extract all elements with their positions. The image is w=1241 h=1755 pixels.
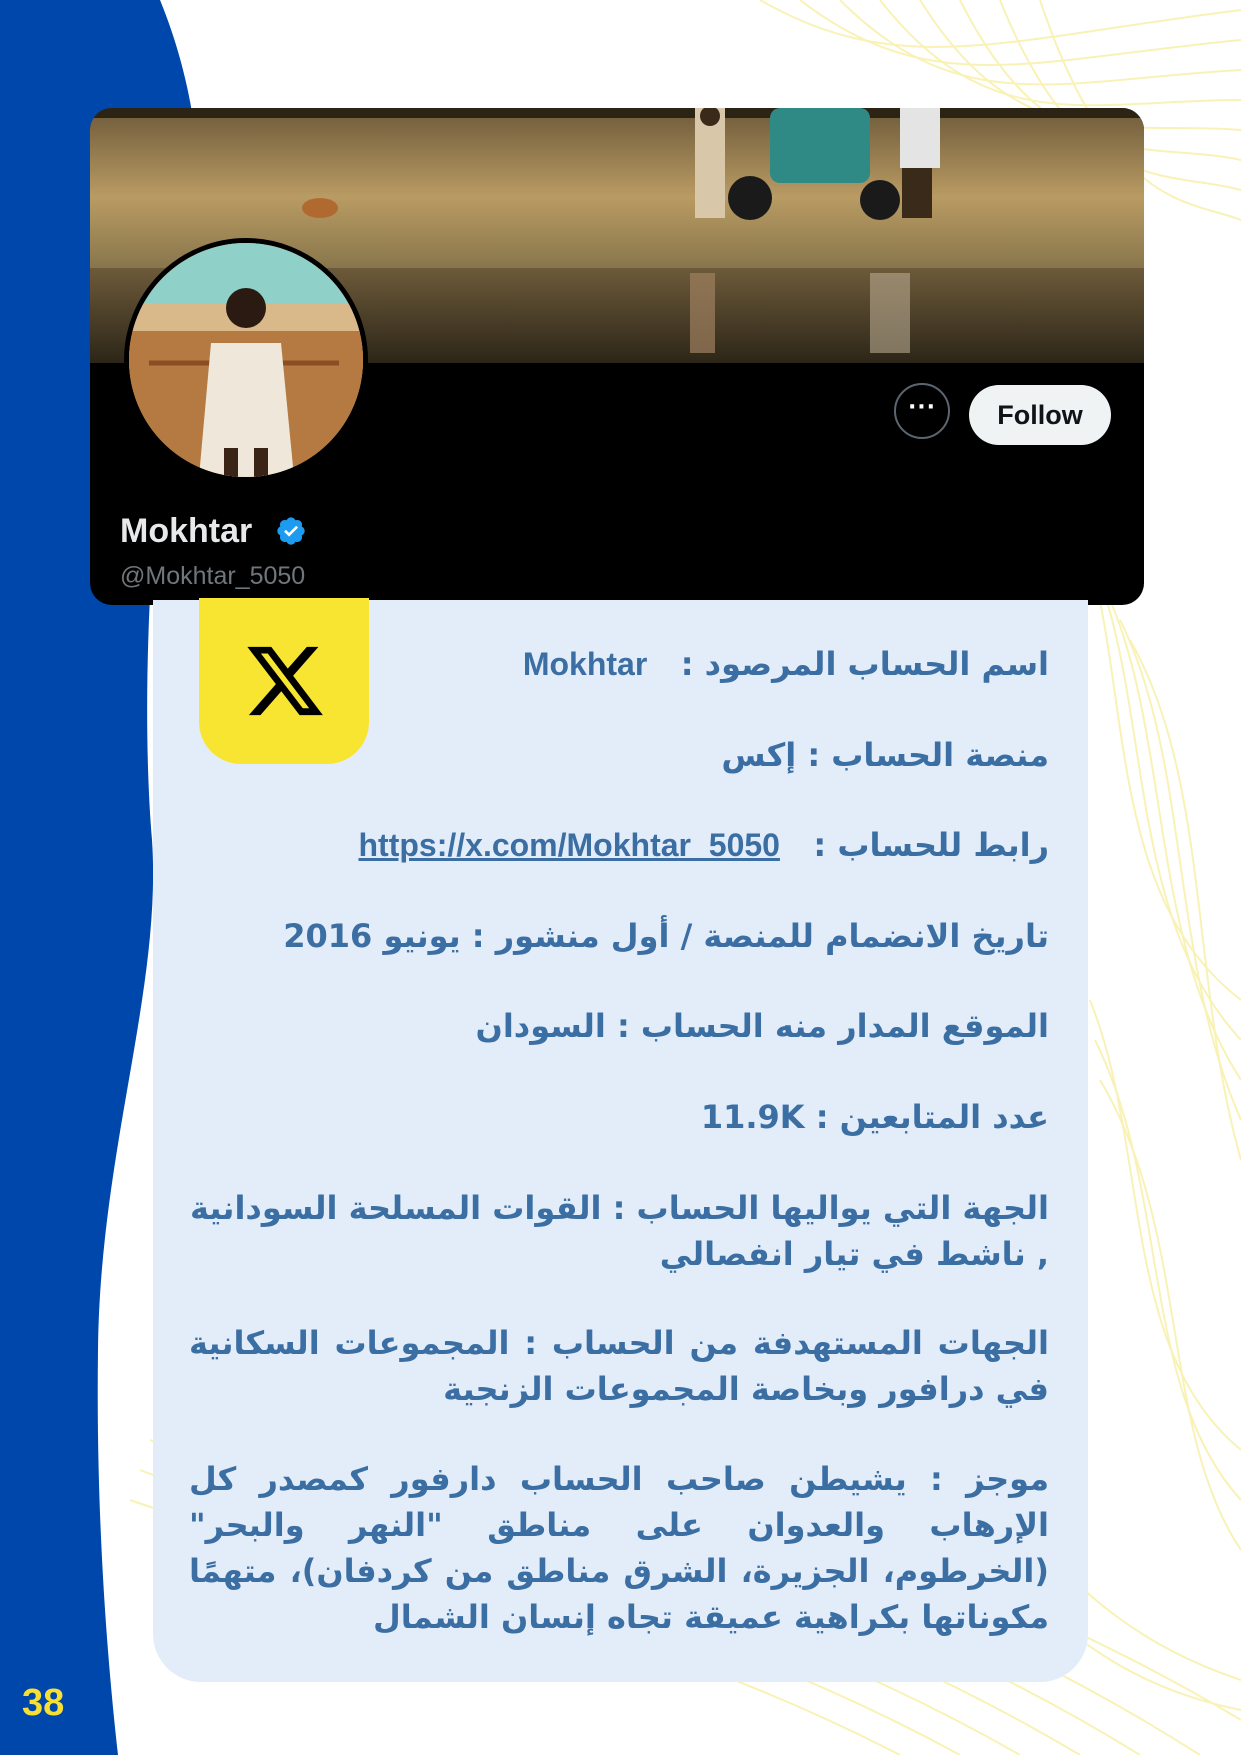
more-icon: ··· (907, 395, 937, 420)
account-link-row (359, 822, 1050, 868)
avatar[interactable] (124, 238, 368, 482)
account-handle: @Mokhtar_5050 (120, 562, 306, 590)
avatar-image (129, 243, 363, 477)
targets-row: الجهات المستهدفة من الحساب : المجموعات السكانية في درافور وبخاصة المجموعات الزنجية (189, 1324, 1049, 1408)
x-logo-icon (243, 638, 327, 724)
platform-row: منصة الحساب : إكس (721, 736, 1049, 774)
account-link[interactable]: https://x.com/Mokhtar_5050 (358, 827, 780, 863)
follow-button[interactable]: Follow (969, 385, 1111, 445)
followers-row: عدد المتابعين : 11.9K (700, 1098, 1049, 1136)
account-link-label: رابط للحساب : (813, 826, 1049, 864)
verified-badge-icon (275, 515, 307, 547)
account-name-row (523, 641, 1049, 687)
more-options-button[interactable] (894, 383, 950, 439)
account-name-label: اسم الحساب المرصود : (680, 645, 1049, 683)
page-number: 38 (22, 1682, 65, 1724)
join-date-row: تاريخ الانضمام للمنصة / أول منشور : يونيو 2016 (283, 917, 1049, 955)
location-row: الموقع المدار منه الحساب : السودان (475, 1007, 1049, 1045)
account-name-value: Mokhtar (522, 646, 648, 682)
profile-card (90, 108, 1144, 605)
summary-row: موجز : يشيطن صاحب الحساب دارفور كمصدر كل الإرهاب والعدوان على مناطق "النهر والبحر" (الخرطوم، الجزيرة، الشرق مناطق من كردفان)، متهمًا مكوناتها بكراهية عميقة تجاه إنسان الشمال (189, 1460, 1049, 1636)
allegiance-row: الجهة التي يواليها الحساب : القوات المسلحة السودانية , ناشط في تيار انفصالي (189, 1189, 1049, 1273)
x-logo-tile (199, 598, 369, 764)
display-name: Mokhtar (120, 512, 253, 550)
